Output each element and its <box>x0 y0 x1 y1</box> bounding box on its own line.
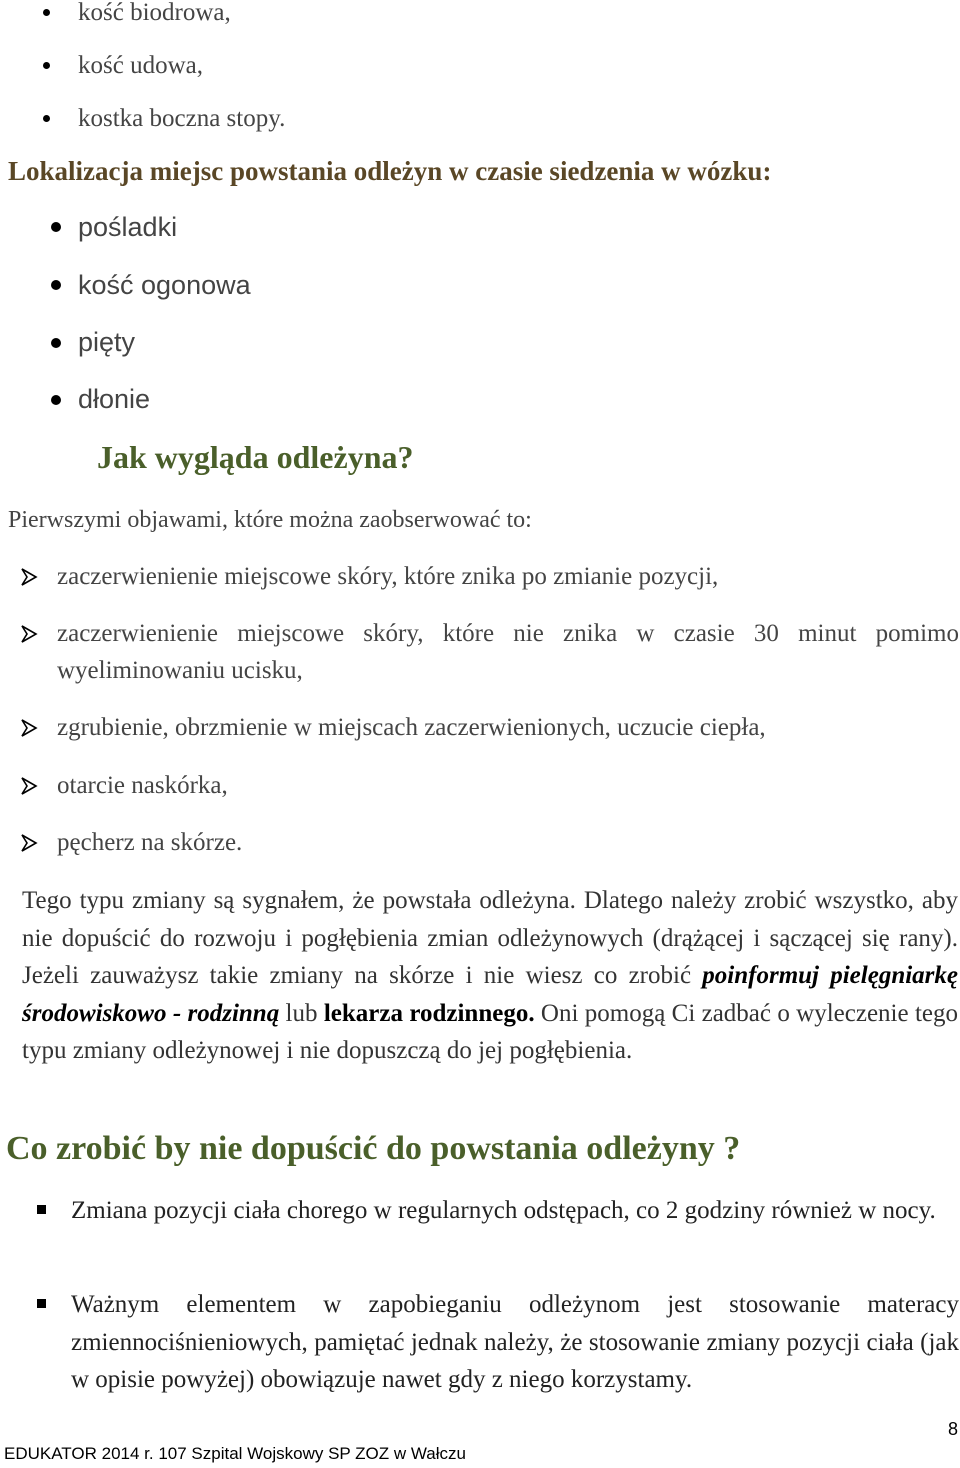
prevention-item: Zmiana pozycji ciała chorego w regularnych odstępach, co 2 godziny również w nocy. <box>71 1197 936 1224</box>
emphasis-doctor: lekarza rodzinnego. <box>323 999 535 1027</box>
bullet-dot-icon <box>43 62 50 69</box>
list-item: pięty <box>78 327 136 357</box>
list-item: kość biodrowa, <box>78 0 231 26</box>
list-item: dłonie <box>78 384 151 414</box>
prevention-item: Ważnym elementem w zapobieganiu odleżynom jest stosowanie materacy zmiennociśnieniowych, pamiętać jednak należy, że stosowanie zmiany pozycji ciała (jak w opisie powyżej) obowiązuje nawet gdy z niego korzystamy. <box>71 1291 959 1393</box>
list-item: pośladki <box>78 212 178 242</box>
symptom-item-continued: wyeliminowaniu ucisku, <box>57 657 303 684</box>
section-heading: Jak wygląda odleżyna? <box>97 439 414 475</box>
list-item: kość ogonowa <box>78 270 251 300</box>
emphasis-contact-nurse: poinformuj pielęgniarkę środowiskowo - rodzinną <box>22 962 958 1027</box>
symptom-item: pęcherz na skórze. <box>57 829 243 856</box>
section-heading: Lokalizacja miejsc powstania odleżyn w czasie siedzenia w wózku: <box>8 156 772 186</box>
paragraph-text: lub <box>279 999 324 1027</box>
arrow-bullet-icon <box>20 776 38 796</box>
bullet-dot-icon <box>51 338 61 348</box>
arrow-bullet-icon <box>20 624 38 644</box>
bullet-dot-icon <box>43 9 50 16</box>
arrow-bullet-icon <box>20 833 38 853</box>
symptom-item: zgrubienie, obrzmienie w miejscach zaczerwienionych, uczucie ciepła, <box>57 714 766 741</box>
bullet-dot-icon <box>51 280 61 290</box>
paragraph-text: Oni pomogą Ci zadbać o wyleczenie tego typu zmiany odleżynowej i nie dopuszczą do jej pogłębienia. <box>22 999 958 1064</box>
page-footer: EDUKATOR 2014 r. 107 Szpital Wojskowy SP ZOZ w Wałczu <box>4 1444 466 1463</box>
bullet-dot-icon <box>43 115 50 122</box>
page-number: 8 <box>947 1419 958 1439</box>
body-paragraph <box>22 882 958 1070</box>
symptom-item: otarcie naskórka, <box>57 772 228 799</box>
symptom-item: zaczerwienienie miejscowe skóry, które znika po zmianie pozycji, <box>57 563 719 590</box>
bullet-dot-icon <box>51 222 61 232</box>
arrow-bullet-icon <box>20 718 38 738</box>
section-heading: Co zrobić by nie dopuścić do powstania odleżyny ? <box>6 1130 741 1167</box>
bullet-dot-icon <box>51 395 61 405</box>
paragraph-text: Tego typu zmiany są sygnałem, że powstała odleżyna. Dlatego należy zrobić wszystko, aby nie dopuścić do rozwoju i pogłębienia zmian odleżynowych (drążącej i sączącej się rany). Jeżeli zauważysz takie zmiany na skórze i nie wiesz co zrobić <box>22 887 958 989</box>
square-bullet-icon <box>37 1299 46 1308</box>
list-item: kostka boczna stopy. <box>78 105 286 132</box>
square-bullet-icon <box>37 1205 46 1214</box>
symptom-item: zaczerwienienie miejscowe skóry, które nie znika w czasie 30 minut pomimo <box>57 620 959 647</box>
intro-text: Pierwszymi objawami, które można zaobserwować to: <box>8 507 532 533</box>
arrow-bullet-icon <box>20 567 38 587</box>
list-item: kość udowa, <box>78 52 203 79</box>
